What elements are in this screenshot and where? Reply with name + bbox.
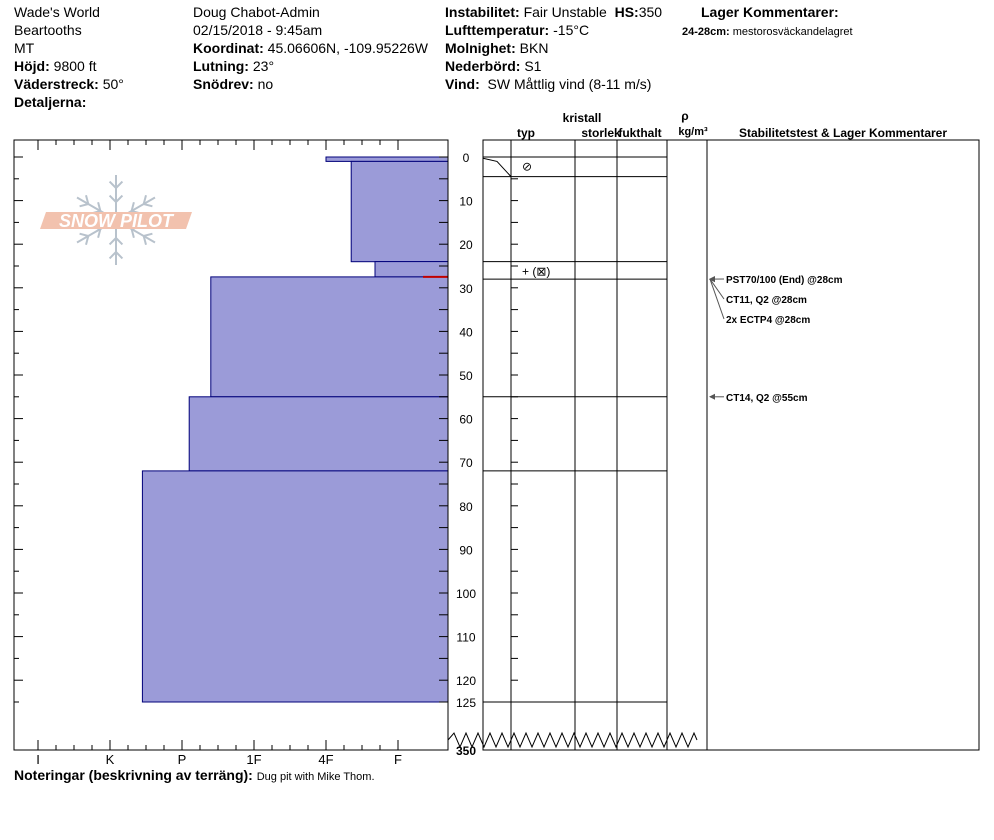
stability-label: Instabilitet:	[445, 4, 520, 20]
hardness-layer-bar	[326, 157, 448, 161]
wind-speed-value: Måttlig vind (8-11 m/s)	[513, 76, 652, 92]
layer-comment-range: 24-28cm:	[682, 26, 730, 38]
depth-tick-label: 30	[459, 281, 473, 296]
hardness-tick-label: I	[36, 752, 40, 767]
snowflake-branch	[80, 204, 89, 206]
layer-boundary-connector	[483, 158, 511, 176]
stability-test-leader	[710, 279, 724, 299]
hs-label: HS:	[614, 4, 639, 20]
depth-tick-label: 60	[459, 412, 473, 427]
coordinate-label: Koordinat:	[193, 40, 264, 56]
stability-test-arrow	[709, 394, 715, 400]
grain-symbol: + (⊠)	[522, 264, 551, 279]
stability-test-label: PST70/100 (End) @28cm	[726, 275, 843, 286]
depth-tick-label: 90	[459, 543, 473, 558]
depth-tick-label: 120	[455, 674, 477, 689]
depth-tick-label: 0	[462, 151, 470, 165]
depth-tick-label: 40	[459, 325, 473, 340]
col-header-type: typ	[517, 126, 535, 140]
hardness-tick-label: 1F	[246, 752, 262, 767]
col-header-rho: ρ	[681, 109, 689, 123]
crystal-table	[448, 140, 979, 750]
notes-label: Noteringar (beskrivning av terräng):	[14, 767, 253, 783]
stability-test-label: CT11, Q2 @28cm	[726, 295, 807, 306]
aspect-value: 50°	[102, 76, 124, 92]
sky-label: Molnighet:	[445, 40, 516, 56]
grain-symbols	[522, 160, 550, 279]
stability-test-leader	[710, 279, 724, 319]
depth-tick-label: 80	[459, 499, 473, 514]
range-name: Beartooths	[14, 22, 82, 38]
notes-text: Dug pit with Mike Thom.	[256, 771, 375, 783]
details-label: Detaljerna:	[14, 94, 87, 110]
hs-value: 350	[638, 4, 663, 20]
observer-name: Doug Chabot-Admin	[193, 4, 320, 20]
stability-value: Fair Unstable	[523, 4, 607, 20]
col-header-stability: Stabilitetstest & Lager Kommentarer	[738, 126, 948, 140]
grain-symbol: ⊘	[522, 159, 533, 174]
snowpilot-logo	[40, 175, 192, 265]
depth-tick-label: 100	[455, 587, 477, 601]
slope-value: 23°	[252, 58, 275, 74]
col-header-size: storlek	[581, 126, 621, 140]
depth-tick-label: 70	[459, 456, 473, 471]
col-header-density: kg/m³	[678, 126, 708, 138]
wind-loading-label: Snödrev:	[193, 76, 254, 92]
snowflake-branch	[144, 234, 153, 236]
air-temp-value: -15°C	[553, 22, 590, 38]
precip-value: S1	[524, 58, 542, 74]
elevation-label: Höjd:	[14, 58, 50, 74]
depth-tick-label-break: 350	[455, 744, 477, 758]
wind-loading-value: no	[257, 76, 274, 92]
hardness-tick-label: K	[105, 752, 115, 767]
hardness-layer-bar	[142, 471, 448, 702]
hardness-tick-label: 4F	[318, 752, 334, 767]
notes-row	[14, 766, 375, 786]
col-header-moisture: fukthalt	[618, 126, 662, 140]
col-header-crystal: kristall	[562, 111, 602, 125]
sky-value: BKN	[519, 40, 549, 56]
table-frame	[483, 140, 979, 750]
layer-comment-text: mestorosväckandelagret	[732, 26, 853, 38]
elevation-value: 9800 ft	[53, 58, 97, 74]
hardness-layers	[142, 157, 448, 702]
snowflake-branch	[80, 234, 89, 236]
snowflake-branch	[144, 204, 153, 206]
wind-label: Vind:	[445, 76, 480, 92]
hardness-layer-bar	[351, 161, 448, 261]
depth-tick-label: 125	[455, 696, 477, 710]
observation-datetime: 02/15/2018 - 9:45am	[193, 22, 323, 38]
wind-dir-value: SW	[487, 76, 511, 92]
stability-tests	[709, 275, 843, 404]
slope-label: Lutning:	[193, 58, 249, 74]
precip-label: Nederbörd:	[445, 58, 521, 74]
hardness-tick-label: F	[394, 752, 402, 767]
axis-break-zigzag	[448, 733, 697, 747]
depth-tick-label: 50	[459, 369, 473, 383]
location-name: Wade's World	[14, 4, 100, 20]
hardness-tick-label: P	[177, 752, 187, 767]
hardness-layer-bar	[189, 397, 448, 471]
coordinate-value: 45.06606N, -109.95226W	[267, 40, 428, 56]
stability-test-label: CT14, Q2 @55cm	[726, 392, 808, 404]
air-temp-label: Lufttemperatur:	[445, 22, 550, 38]
state-name: MT	[14, 40, 35, 56]
stability-test-label: 2x ECTP4 @28cm	[726, 315, 811, 326]
hardness-layer-bar	[375, 262, 448, 277]
layer-comments-title: Lager Kommentarer:	[701, 4, 839, 20]
aspect-label: Väderstreck:	[14, 76, 99, 92]
depth-tick-label: 20	[459, 238, 473, 253]
hardness-layer-bar	[211, 277, 448, 397]
logo-text: SNOW PILOT	[59, 211, 173, 231]
depth-tick-label: 10	[459, 194, 473, 209]
depth-tick-label: 110	[456, 630, 476, 645]
